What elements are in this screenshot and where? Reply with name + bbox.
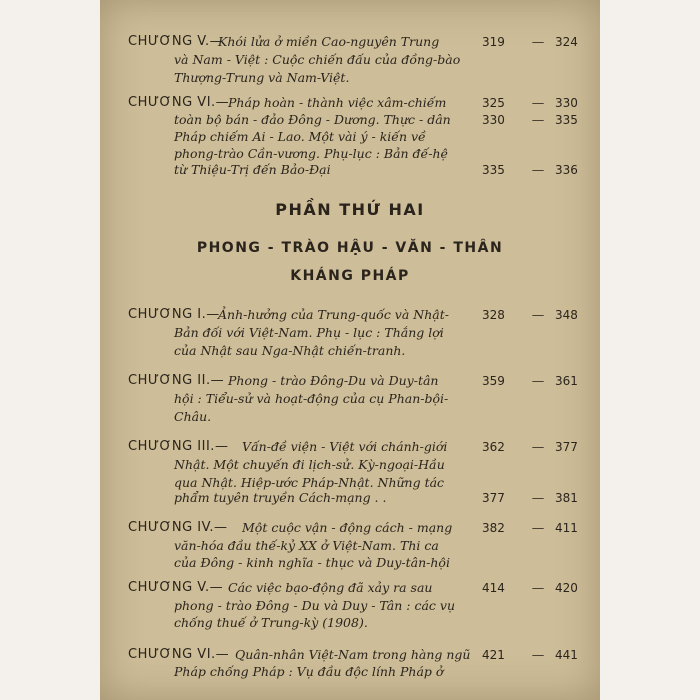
- page-start: 319: [482, 35, 505, 49]
- toc-line: [100, 437, 600, 457]
- page-dash: —: [531, 439, 545, 454]
- book-page: [100, 0, 600, 700]
- chapter-title-line: Pháp chống Pháp : Vụ đầu độc lính Pháp ở: [174, 664, 444, 679]
- page-start: 335: [482, 163, 505, 177]
- page-dash: —: [531, 373, 545, 388]
- chapter-title-line: Nhật. Một chuyến đi lịch-sử. Kỳ-ngoại-Hầu: [174, 457, 445, 472]
- chapter-title-line: qua Nhật. Hiệp-ước Pháp-Nhật. Những tác: [174, 475, 445, 490]
- toc-line: [100, 389, 600, 409]
- page-end: 335: [555, 113, 578, 127]
- chapter-title-line: của Nhật sau Nga-Nhật chiến-tranh.: [174, 343, 406, 358]
- page-start: 377: [482, 491, 505, 505]
- page-start: 328: [482, 308, 505, 322]
- toc-line: [100, 323, 600, 343]
- toc-line: [100, 553, 600, 573]
- page-dash: —: [531, 647, 545, 662]
- page-dash: —: [531, 490, 545, 505]
- toc-line: [100, 305, 600, 325]
- page-end: 420: [555, 581, 578, 595]
- chapter-title-line: từ Thiệu-Trị đến Bảo-Đại: [174, 162, 331, 177]
- page-end: 361: [555, 374, 578, 388]
- toc-line: [100, 32, 600, 52]
- chapter-title-line: toàn bộ bán - đảo Đông - Dương. Thực - dân: [174, 112, 451, 127]
- toc-line: [100, 407, 600, 427]
- page-dash: —: [531, 34, 545, 49]
- chapter-title-line: của Đông - kinh nghĩa - thục và Duy-tân-hội: [174, 555, 450, 570]
- chapter-title-line: phẩm tuyên truyền Cách-mạng . .: [174, 490, 387, 505]
- chapter-title-line: Các việc bạo-động đã xảy ra sau: [228, 580, 433, 595]
- toc-line: [100, 68, 600, 88]
- toc-line: [100, 662, 600, 682]
- page-start: 325: [482, 96, 505, 110]
- page-start: 382: [482, 521, 505, 535]
- toc-line: [100, 455, 600, 475]
- chapter-title-line: phong - trào Đông - Du và Duy - Tân : các vụ: [174, 598, 455, 613]
- page-dash: —: [531, 162, 545, 177]
- chapter-title-line: phong-trào Cần-vương. Phụ-lục : Bản đế-hệ: [174, 146, 448, 161]
- chapter-title-line: Vấn-đề viện - Việt với chánh-giới: [242, 439, 448, 454]
- page-start: 362: [482, 440, 505, 454]
- page-end: 411: [555, 521, 578, 535]
- section-heading: PHONG - TRÀO HẬU - VĂN - THÂN: [196, 240, 504, 256]
- page-start: 359: [482, 374, 505, 388]
- page-dash: —: [531, 112, 545, 127]
- chapter-label: CHƯƠNG II.—: [128, 373, 225, 388]
- page-dash: —: [531, 580, 545, 595]
- chapter-label: CHƯƠNG VI.—: [128, 95, 230, 110]
- chapter-label: CHƯƠNG IV.—: [128, 520, 228, 535]
- page-start: 330: [482, 113, 505, 127]
- chapter-title-line: Châu.: [174, 409, 212, 424]
- chapter-title-line: Ảnh-hưởng của Trung-quốc và Nhật-: [218, 307, 449, 322]
- toc-line: [100, 371, 600, 391]
- chapter-title-line: và Nam - Việt : Cuộc chiến đấu của đồng-bào: [174, 52, 461, 67]
- toc-line: [100, 613, 600, 633]
- page-end: 336: [555, 163, 578, 177]
- page-dash: —: [531, 520, 545, 535]
- chapter-title-line: Một cuộc vận - động cách - mạng: [242, 520, 453, 535]
- chapter-title-line: chống thuế ở Trung-kỳ (1908).: [174, 615, 368, 630]
- chapter-label: CHƯƠNG VI.—: [128, 647, 230, 662]
- chapter-title-line: Thượng-Trung và Nam-Việt.: [174, 70, 350, 85]
- page-start: 421: [482, 648, 505, 662]
- page-dash: —: [531, 95, 545, 110]
- toc-line: [100, 341, 600, 361]
- page-dash: —: [531, 307, 545, 322]
- chapter-title-line: văn-hóa đầu thế-kỷ XX ở Việt-Nam. Thi ca: [174, 538, 439, 553]
- chapter-label: CHƯƠNG III.—: [128, 439, 229, 454]
- chapter-title-line: Quân-nhân Việt-Nam trong hàng ngũ: [235, 647, 471, 662]
- toc-line: [100, 488, 600, 508]
- page-end: 324: [555, 35, 578, 49]
- chapter-label: CHƯƠNG V.—: [128, 580, 224, 595]
- page-end: 377: [555, 440, 578, 454]
- toc-line: [100, 578, 600, 598]
- toc-line: [100, 160, 600, 180]
- toc-line: [100, 518, 600, 538]
- chapter-label: CHƯƠNG V.—: [128, 34, 224, 49]
- chapter-title-line: Pháp hoàn - thành việc xâm-chiếm: [228, 95, 447, 110]
- chapter-label: CHƯƠNG I.—: [128, 307, 220, 322]
- chapter-title-line: Khói lửa ở miền Cao-nguyên Trung: [218, 34, 440, 49]
- page-end: 441: [555, 648, 578, 662]
- page-end: 381: [555, 491, 578, 505]
- toc-line: [100, 50, 600, 70]
- chapter-title-line: Pháp chiếm Ai - Lao. Một vài ý - kiến về: [174, 129, 426, 144]
- section-heading: KHÁNG PHÁP: [290, 268, 410, 284]
- chapter-title-line: Bản đối với Việt-Nam. Phụ - lục : Thắng lợi: [174, 325, 444, 340]
- page-end: 330: [555, 96, 578, 110]
- chapter-title-line: Phong - trào Đông-Du và Duy-tân: [228, 373, 439, 388]
- page-start: 414: [482, 581, 505, 595]
- chapter-title-line: hội : Tiểu-sử và hoạt-động của cụ Phan-bội-: [174, 391, 449, 406]
- part-heading: PHẦN THỨ HAI: [275, 200, 425, 219]
- page-end: 348: [555, 308, 578, 322]
